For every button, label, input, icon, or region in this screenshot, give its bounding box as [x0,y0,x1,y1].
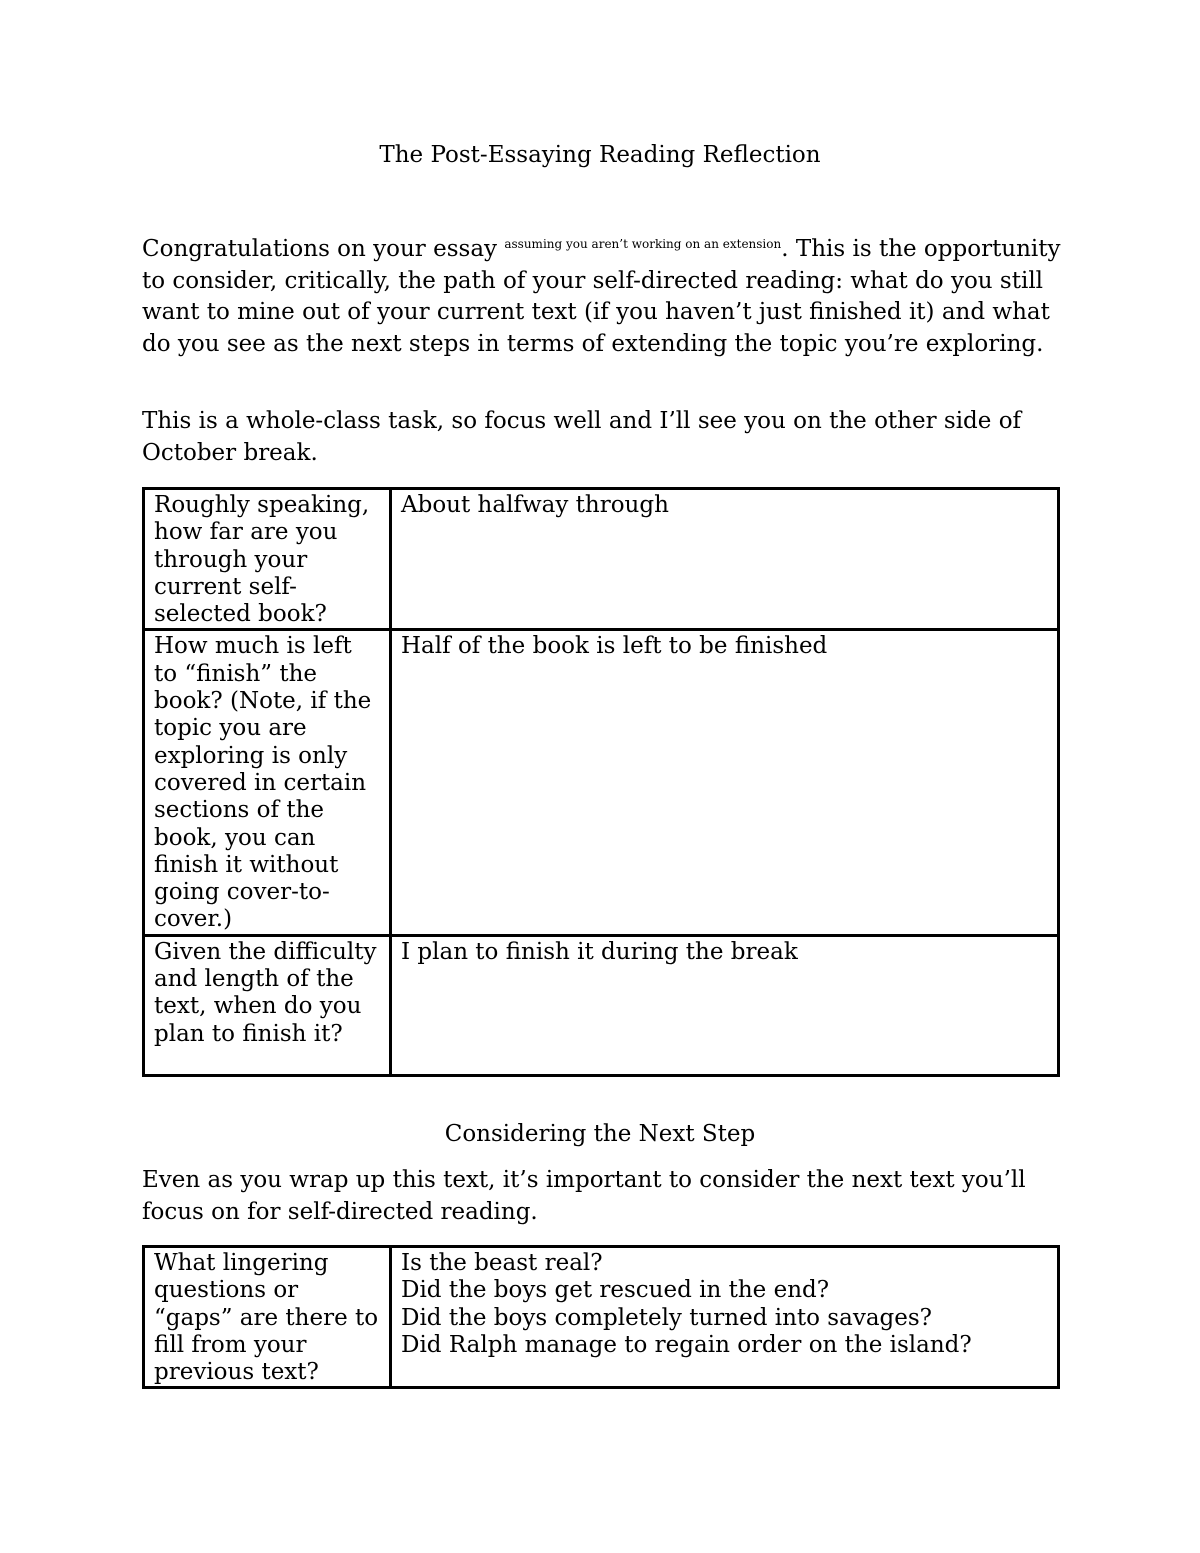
question-cell: What lingering questions or “gaps” are there to fill from your previous text? [144,1247,391,1388]
next-step-paragraph: Even as you wrap up this text, it’s important to consider the next text you’ll focus on for self-directed reading. [142,1167,1026,1225]
question-cell: How much is left to “finish” the book? (Note, if the topic you are exploring is only covered in certain sections of the book, you can finish it without going cover-to-cover.) [144,630,391,935]
table-row [144,630,1059,935]
intro-rest: . This is the opportunity to consider, critically, the path of your self-directed reading: what do you still want to mine out of your current text (if you haven’t just finished it) and what do you see as the next steps in terms of extending the topic you’re exploring. [142,236,1061,357]
question-cell: Roughly speaking, how far are you through your current self-selected book? [144,489,391,630]
intro-paragraph [142,234,1062,360]
reflection-table [142,487,1060,1077]
answer-line: Is the beast real? [401,1250,603,1276]
answer-cell[interactable]: About halfway through [391,489,1059,630]
intro-superscript-note: assuming you aren’t working on an extension [504,237,782,251]
document-title: The Post-Essaying Reading Reflection [379,142,821,168]
answer-line: Did Ralph manage to regain order on the island? [401,1331,972,1358]
table-row [144,489,1059,630]
answer-cell[interactable]: Half of the book is left to be finished [391,630,1059,935]
answer-line: Did the boys get rescued in the end? [401,1277,830,1304]
next-step-table [142,1245,1060,1389]
table-row [144,935,1059,1075]
intro-lead: Congratulations on your essay [142,236,498,262]
answer-cell[interactable]: I plan to finish it during the break [391,935,1059,1075]
section-heading: Considering the Next Step [444,1121,756,1147]
question-cell: Given the difficulty and length of the text, when do you plan to finish it? [144,935,391,1075]
instruction-paragraph: This is a whole-class task, so focus well and I’ll see you on the other side of October break. [142,408,1022,466]
answer-line: Did the boys completely turned into savages? [401,1304,932,1331]
answer-cell[interactable] [391,1247,1059,1388]
table-row [144,1247,1059,1388]
